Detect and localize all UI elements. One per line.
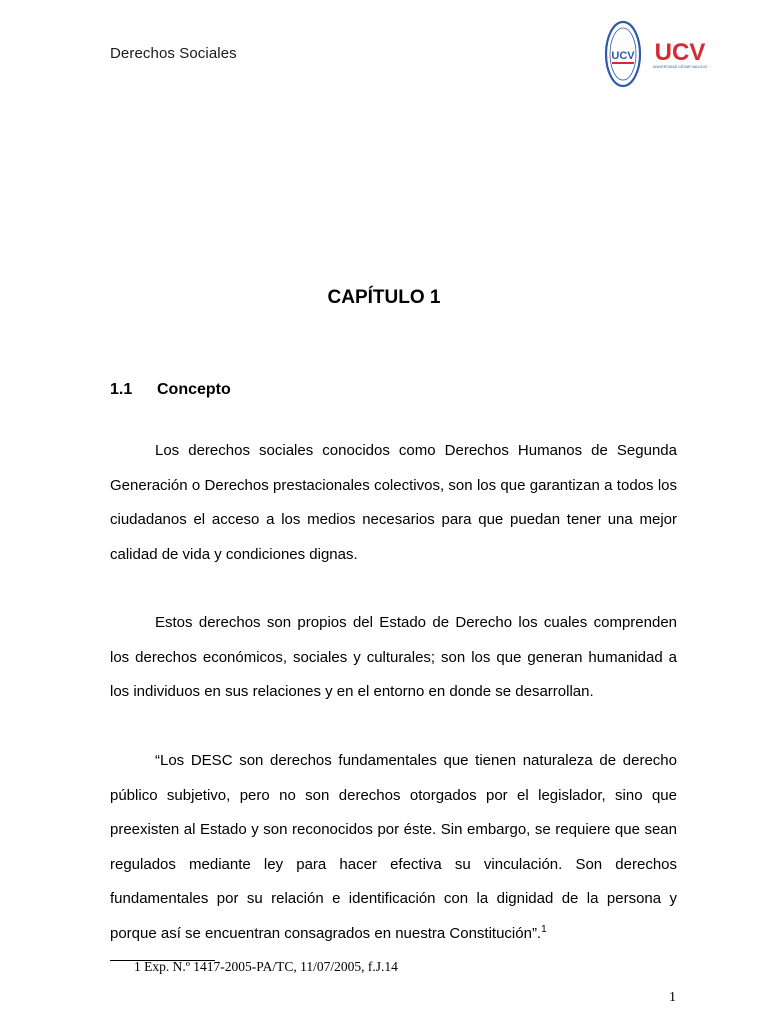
university-logos: [604, 20, 714, 92]
ucv-wordmark-text: UCV: [654, 39, 706, 66]
chapter-title: CAPÍTULO 1: [327, 287, 441, 308]
paragraph-3: [110, 744, 677, 951]
section-title: Concepto: [157, 381, 231, 398]
paragraph-2: Estos derechos son propios del Estado de Derecho los cuales comprenden los derechos económicos, sociales y culturales; son los que generan humanidad a los individuos en sus relaciones y en el entorno en donde se desarrollan.: [110, 614, 677, 700]
paragraph-1: Los derechos sociales conocidos como Derechos Humanos de Segunda Generación o Derechos prestacionales colectivos, son los que garantizan a todos los ciudadanos el acceso a los medios necesarios para que puedan tener una mejor calidad de vida y condiciones dignas.: [110, 442, 677, 563]
running-header-title: Derechos Sociales: [110, 45, 237, 62]
footnote-reference: 1: [541, 923, 547, 935]
ucv-wordmark-subtext: UNIVERSIDAD CÉSAR VALLEJO: [652, 65, 708, 69]
university-seal-logo: [604, 20, 642, 88]
section-heading: [110, 381, 231, 399]
ucv-wordmark-logo: [650, 28, 710, 88]
seal-logo-text: UCV: [611, 50, 635, 62]
paragraph-3-text: “Los DESC son derechos fundamentales que tienen naturaleza de derecho público subjetivo, pero no son derechos otorgados por el legislador, sino que preexisten al Estado y son reconocidos por éste. Sin embargo, se requiere que sean regulados mediante ley para hacer efectiva su vinculación. Son derechos fundamentales por su relación e identificación con la dignidad de la persona y porque así se encuentran consagrados en nuestra Constitución”.: [110, 752, 677, 942]
section-number: 1.1: [110, 381, 133, 398]
page-number: 1: [669, 990, 676, 1005]
footnote-text: 1 Exp. N.º 1417-2005-PA/TC, 11/07/2005, f.J.14: [134, 959, 398, 974]
